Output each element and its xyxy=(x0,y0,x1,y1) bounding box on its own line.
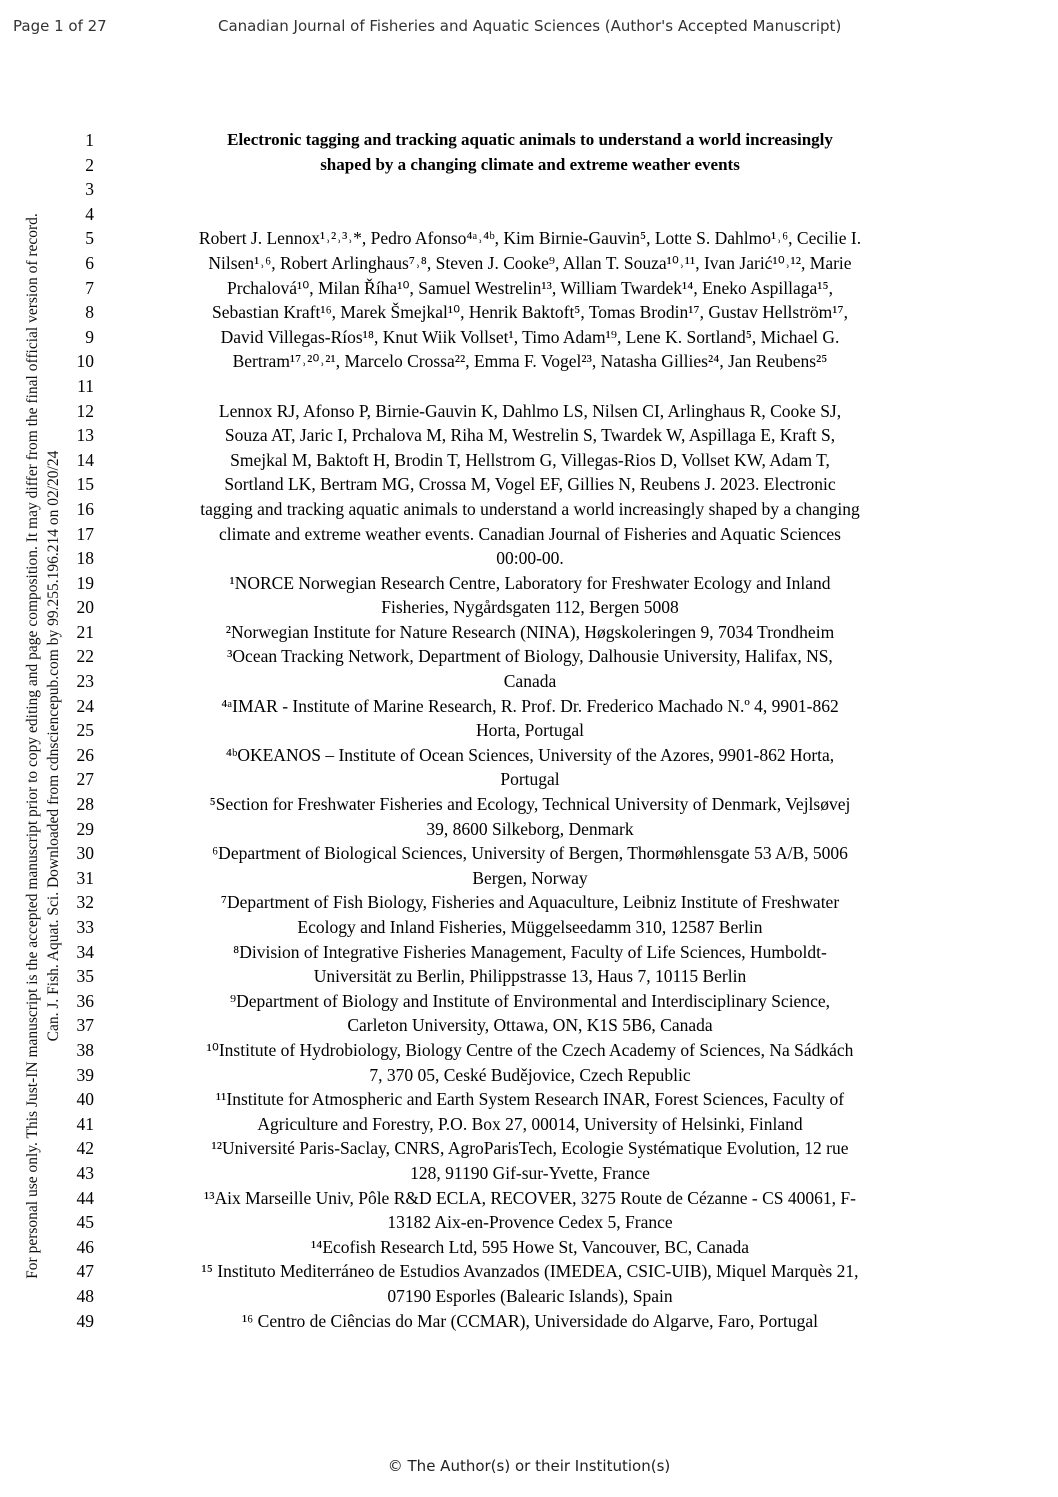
manuscript-line xyxy=(0,767,1058,792)
line-text: Ecology and Inland Fisheries, Müggelseedamm 310, 12587 Berlin xyxy=(297,917,763,937)
line-text: Smejkal M, Baktoft H, Brodin T, Hellstrom G, Villegas-Rios D, Vollset KW, Adam T, xyxy=(230,449,830,470)
manuscript-line xyxy=(0,866,1058,891)
line-number: 40 xyxy=(76,1089,94,1110)
line-text: ⁴ᵃIMAR - Institute of Marine Research, R. Prof. Dr. Frederico Machado N.º 4, 9901-862 xyxy=(221,695,839,716)
line-text: ¹⁵ Instituto Mediterráneo de Estudios Avanzados (IMEDEA, CSIC-UIB), Miquel Marquès 21, xyxy=(201,1261,859,1282)
manuscript-body xyxy=(0,128,1058,1333)
line-text: ¹⁴Ecofish Research Ltd, 595 Howe St, Vancouver, BC, Canada xyxy=(310,1236,749,1257)
line-text: Nilsen¹˒⁶, Robert Arlinghaus⁷˒⁸, Steven J. Cooke⁹, Allan T. Souza¹⁰˒¹¹, Ivan Jarić¹⁰˒¹², Marie xyxy=(208,252,852,273)
manuscript-line xyxy=(0,1235,1058,1260)
line-number: 34 xyxy=(76,941,94,962)
line-number: 25 xyxy=(76,720,94,741)
line-text: ¹²Université Paris-Saclay, CNRS, AgroParisTech, Ecologie Systématique Evolution, 12 rue xyxy=(211,1138,849,1159)
line-number: 7 xyxy=(85,277,94,298)
paper-title-line: shaped by a changing climate and extreme weather events xyxy=(320,154,740,174)
manuscript-line xyxy=(0,128,1058,153)
line-text: 00:00-00. xyxy=(496,548,564,569)
line-text: Lennox RJ, Afonso P, Birnie-Gauvin K, Dahlmo LS, Nilsen CI, Arlinghaus R, Cooke SJ, xyxy=(218,400,842,421)
copyright-footer: © The Author(s) or their Institution(s) xyxy=(387,1457,671,1475)
manuscript-line xyxy=(0,423,1058,448)
line-number: 48 xyxy=(76,1285,94,1306)
line-number: 11 xyxy=(77,375,94,396)
line-text: Prchalová¹⁰, Milan Říha¹⁰, Samuel Westrelin¹³, William Twardek¹⁴, Eneko Aspillaga¹⁵, xyxy=(226,277,833,298)
manuscript-line xyxy=(0,1087,1058,1112)
manuscript-line xyxy=(0,1112,1058,1137)
line-number: 17 xyxy=(76,523,94,544)
manuscript-line xyxy=(0,989,1058,1014)
line-text: ⁵Section for Freshwater Fisheries and Ecology, Technical University of Denmark, Vejlsøvej xyxy=(209,794,851,815)
line-number: 3 xyxy=(85,179,94,200)
line-text: Fisheries, Nygårdsgaten 112, Bergen 5008 xyxy=(381,597,679,618)
line-text: Portugal xyxy=(500,769,560,790)
manuscript-line xyxy=(0,300,1058,325)
line-text: Agriculture and Forestry, P.O. Box 27, 00014, University of Helsinki, Finland xyxy=(257,1113,803,1134)
manuscript-line xyxy=(0,1186,1058,1211)
line-text: Bergen, Norway xyxy=(472,867,588,888)
manuscript-line xyxy=(0,251,1058,276)
line-text: Carleton University, Ottawa, ON, K1S 5B6, Canada xyxy=(347,1015,713,1036)
line-number: 41 xyxy=(76,1113,94,1134)
line-number: 18 xyxy=(76,548,94,569)
manuscript-line xyxy=(0,1210,1058,1235)
line-number: 13 xyxy=(76,425,94,446)
manuscript-line xyxy=(0,522,1058,547)
line-number: 30 xyxy=(76,843,94,864)
line-number: 10 xyxy=(76,351,94,372)
line-text: Sortland LK, Bertram MG, Crossa M, Vogel EF, Gillies N, Reubens J. 2023. Electronic xyxy=(224,474,836,495)
manuscript-line xyxy=(0,1013,1058,1038)
manuscript-line xyxy=(0,472,1058,497)
line-number: 35 xyxy=(76,966,94,987)
line-text: Souza AT, Jaric I, Prchalova M, Riha M, Westrelin S, Twardek W, Aspillaga E, Kraft S, xyxy=(224,425,836,446)
manuscript-line xyxy=(0,620,1058,645)
line-number: 49 xyxy=(76,1310,94,1331)
manuscript-line xyxy=(0,1161,1058,1186)
manuscript-line xyxy=(0,694,1058,719)
manuscript-line xyxy=(0,202,1058,227)
line-number: 37 xyxy=(76,1015,94,1036)
line-number: 20 xyxy=(76,597,94,618)
manuscript-line xyxy=(0,669,1058,694)
line-text: tagging and tracking aquatic animals to understand a world increasingly shaped by a changing xyxy=(200,498,860,519)
line-number: 1 xyxy=(85,130,94,150)
manuscript-line xyxy=(0,1063,1058,1088)
line-number: 26 xyxy=(76,744,94,765)
line-text: ³Ocean Tracking Network, Department of Biology, Dalhousie University, Halifax, NS, xyxy=(227,646,833,667)
line-number: 29 xyxy=(76,818,94,839)
line-number: 6 xyxy=(85,252,94,273)
paper-title-line: Electronic tagging and tracking aquatic animals to understand a world increasingly xyxy=(227,130,833,149)
line-number: 27 xyxy=(76,769,94,790)
line-text: 39, 8600 Silkeborg, Denmark xyxy=(426,818,634,839)
line-text: Bertram¹⁷˒²⁰˒²¹, Marcelo Crossa²², Emma F. Vogel²³, Natasha Gillies²⁴, Jan Reubens²⁵ xyxy=(232,351,828,372)
line-number: 15 xyxy=(76,474,94,495)
manuscript-line xyxy=(0,177,1058,202)
line-text: 07190 Esporles (Balearic Islands), Spain xyxy=(387,1285,673,1306)
line-number: 12 xyxy=(76,400,94,421)
line-text: Horta, Portugal xyxy=(476,720,584,741)
line-number: 9 xyxy=(85,326,94,347)
line-text: ⁷Department of Fish Biology, Fisheries and Aquaculture, Leibniz Institute of Freshwater xyxy=(220,892,840,913)
line-number: 36 xyxy=(76,990,94,1011)
manuscript-line xyxy=(0,399,1058,424)
line-number: 43 xyxy=(76,1162,94,1183)
manuscript-line xyxy=(0,1259,1058,1284)
line-number: 24 xyxy=(76,695,94,716)
line-number: 22 xyxy=(76,646,94,667)
line-text: David Villegas-Ríos¹⁸, Knut Wiik Vollset¹, Timo Adam¹⁹, Lene K. Sortland⁵, Michael G. xyxy=(220,326,840,347)
line-text: 128, 91190 Gif-sur-Yvette, France xyxy=(410,1162,650,1183)
line-text: ⁴ᵇOKEANOS – Institute of Ocean Sciences, University of the Azores, 9901-862 Horta, xyxy=(225,744,835,765)
manuscript-line xyxy=(0,325,1058,350)
line-number: 5 xyxy=(85,228,94,249)
line-number: 4 xyxy=(85,203,94,224)
line-text: Sebastian Kraft¹⁶, Marek Šmejkal¹⁰, Henrik Baktoft⁵, Tomas Brodin¹⁷, Gustav Hellström¹⁷, xyxy=(211,302,849,323)
manuscript-line xyxy=(0,374,1058,399)
manuscript-line xyxy=(0,448,1058,473)
line-number: 14 xyxy=(76,449,94,470)
line-number: 45 xyxy=(76,1212,94,1233)
line-text: ¹NORCE Norwegian Research Centre, Laboratory for Freshwater Ecology and Inland xyxy=(229,572,831,593)
manuscript-line xyxy=(0,546,1058,571)
line-number: 21 xyxy=(76,621,94,642)
line-text: ⁹Department of Biology and Institute of Environmental and Interdisciplinary Science, xyxy=(230,990,830,1011)
manuscript-line xyxy=(0,743,1058,768)
line-text: 13182 Aix-en-Provence Cedex 5, France xyxy=(387,1212,673,1233)
manuscript-line xyxy=(0,1136,1058,1161)
line-number: 42 xyxy=(76,1138,94,1159)
line-number: 46 xyxy=(76,1236,94,1257)
line-text: 7, 370 05, Ceské Budějovice, Czech Republic xyxy=(369,1064,691,1085)
line-number: 23 xyxy=(76,671,94,692)
page-number-label: Page 1 of 27 xyxy=(13,17,107,35)
line-text: ⁸Division of Integrative Fisheries Management, Faculty of Life Sciences, Humboldt- xyxy=(233,941,827,962)
manuscript-line xyxy=(0,276,1058,301)
manuscript-line xyxy=(0,571,1058,596)
manuscript-line xyxy=(0,153,1058,178)
side-watermark-line-1: For personal use only. This Just-IN manuscript is the accepted manuscript prior to copy editing and page composition. It may differ from the final official version of record. xyxy=(24,213,41,1279)
manuscript-line xyxy=(0,841,1058,866)
line-number: 39 xyxy=(76,1064,94,1085)
line-text: Universität zu Berlin, Philippstrasse 13, Haus 7, 10115 Berlin xyxy=(313,966,747,987)
manuscript-line xyxy=(0,1284,1058,1309)
line-number: 31 xyxy=(76,867,94,888)
manuscript-line xyxy=(0,226,1058,251)
manuscript-line xyxy=(0,792,1058,817)
manuscript-line xyxy=(0,497,1058,522)
line-text: climate and extreme weather events. Canadian Journal of Fisheries and Aquatic Sciences xyxy=(218,523,841,544)
line-text: ⁶Department of Biological Sciences, University of Bergen, Thormøhlensgate 53 A/B, 5006 xyxy=(212,843,848,864)
manuscript-line xyxy=(0,915,1058,940)
line-text: Robert J. Lennox¹˒²˒³˒*, Pedro Afonso⁴ᵃ˒⁴ᵇ, Kim Birnie-Gauvin⁵, Lotte S. Dahlmo¹˒⁶, Cecilie I. xyxy=(198,228,862,249)
line-number: 38 xyxy=(76,1039,94,1060)
manuscript-line xyxy=(0,718,1058,743)
page-header xyxy=(0,17,1058,41)
line-number: 19 xyxy=(76,572,94,593)
manuscript-line xyxy=(0,595,1058,620)
manuscript-line xyxy=(0,1038,1058,1063)
manuscript-line xyxy=(0,1309,1058,1334)
line-text: ¹⁰Institute of Hydrobiology, Biology Centre of the Czech Academy of Sciences, Na Sádkách xyxy=(206,1039,854,1060)
manuscript-line xyxy=(0,890,1058,915)
line-number: 44 xyxy=(76,1187,94,1208)
line-number: 47 xyxy=(76,1261,94,1282)
manuscript-line xyxy=(0,644,1058,669)
line-text: ¹¹Institute for Atmospheric and Earth System Research INAR, Forest Sciences, Faculty of xyxy=(215,1089,845,1110)
line-number: 28 xyxy=(76,794,94,815)
line-text: ¹³Aix Marseille Univ, Pôle R&D ECLA, RECOVER, 3275 Route de Cézanne - CS 40061, F- xyxy=(204,1187,856,1208)
line-text: ²Norwegian Institute for Nature Research (NINA), Høgskoleringen 9, 7034 Trondheim xyxy=(225,621,835,642)
line-number: 2 xyxy=(85,154,94,175)
line-number: 32 xyxy=(76,892,94,913)
line-number: 16 xyxy=(76,498,94,519)
line-text: ¹⁶ Centro de Ciências do Mar (CCMAR), Universidade do Algarve, Faro, Portugal xyxy=(241,1310,819,1331)
line-text: Canada xyxy=(503,671,557,692)
manuscript-line xyxy=(0,349,1058,374)
side-watermark-line-2: Can. J. Fish. Aquat. Sci. Downloaded from cdnsciencepub.com by 99.255.196.214 on 02/20/24 xyxy=(45,450,62,1042)
line-number: 33 xyxy=(76,917,94,937)
manuscript-line xyxy=(0,964,1058,989)
manuscript-line xyxy=(0,940,1058,965)
journal-title: Canadian Journal of Fisheries and Aquatic Sciences (Author's Accepted Manuscript) xyxy=(218,17,842,35)
manuscript-line xyxy=(0,817,1058,842)
line-number: 8 xyxy=(85,302,94,323)
